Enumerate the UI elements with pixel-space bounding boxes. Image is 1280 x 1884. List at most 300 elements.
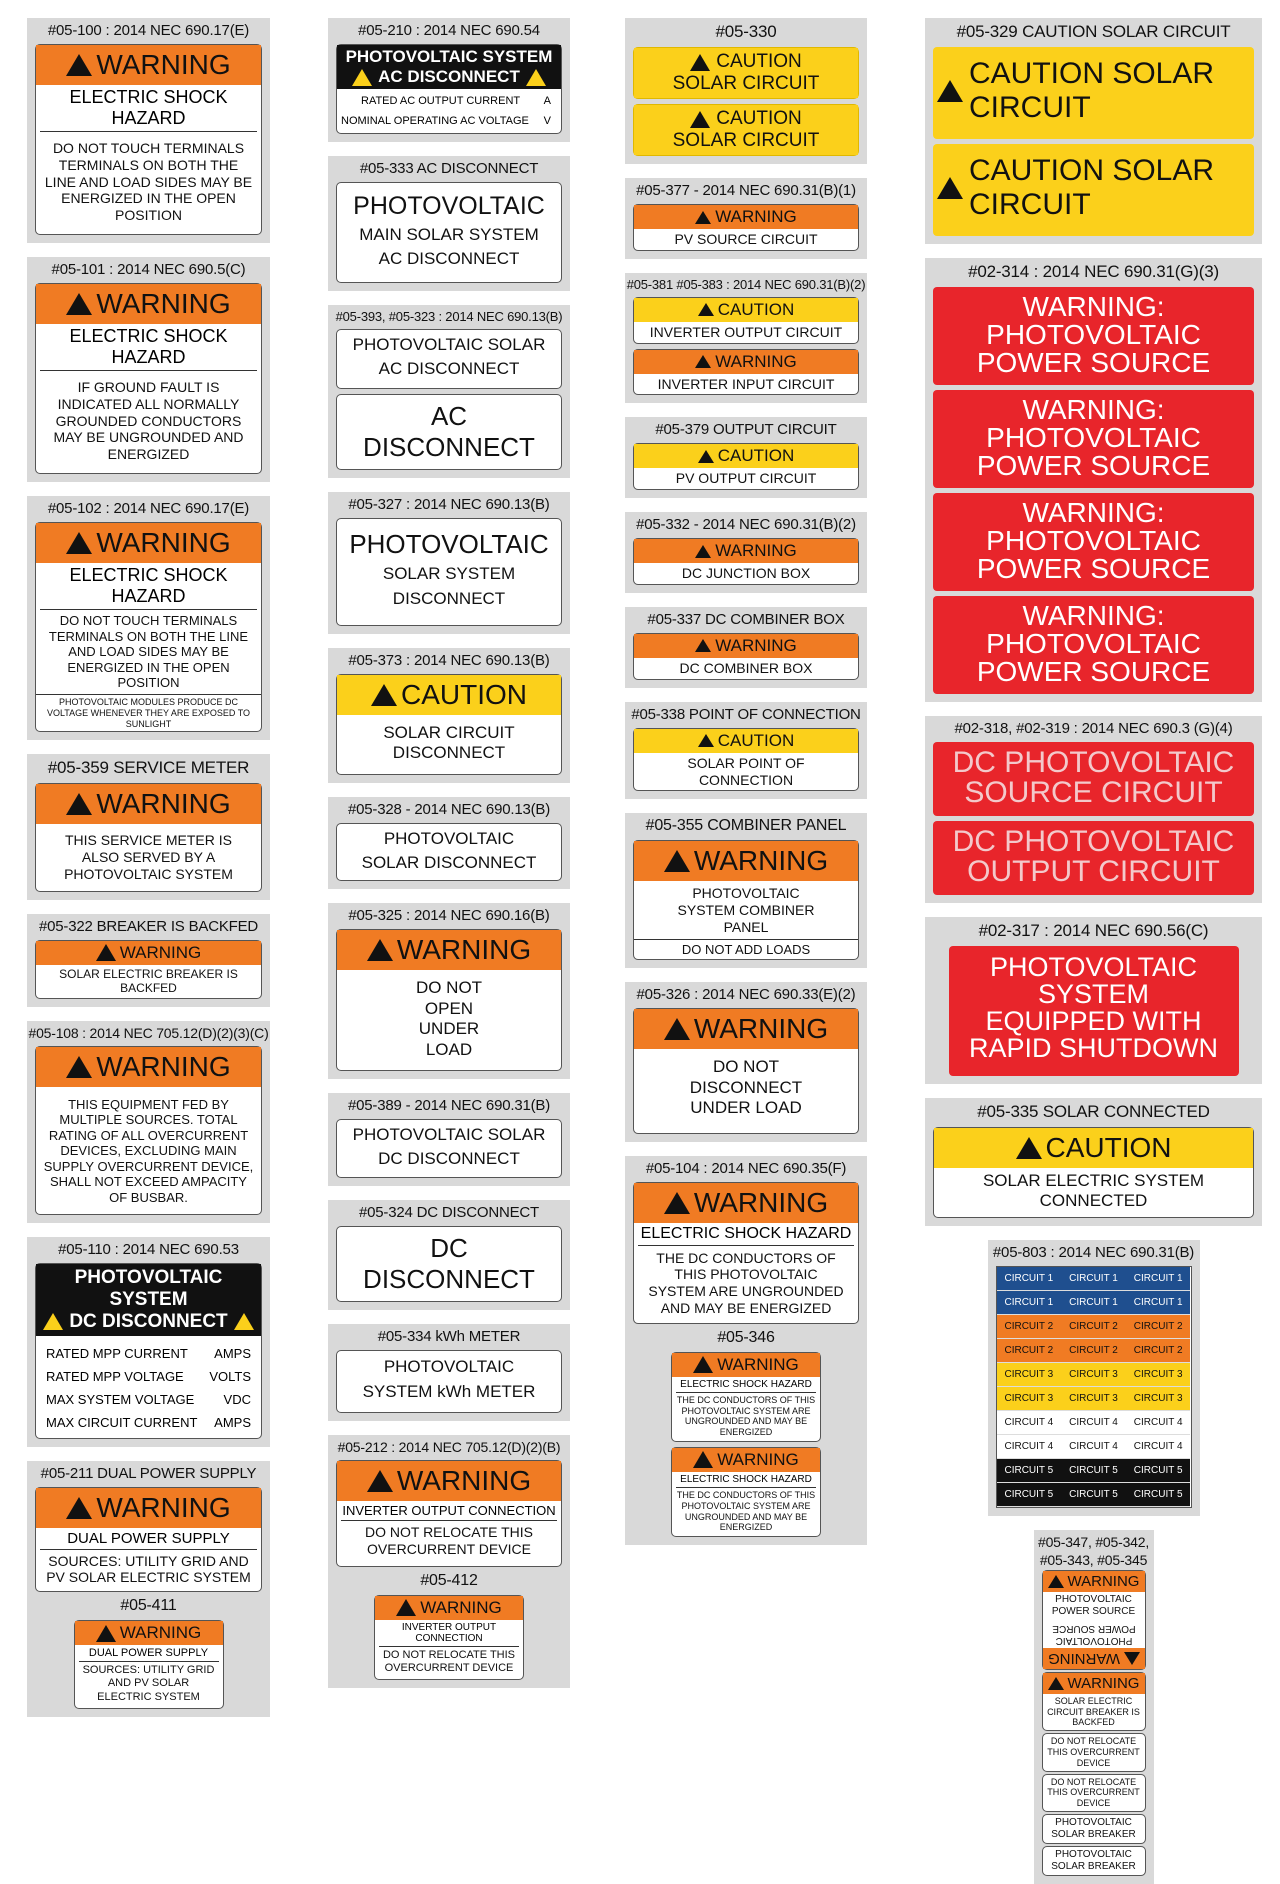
label-line-1: AC DISCONNECT [363, 400, 535, 462]
label-header [634, 444, 858, 468]
panel-title: #05-333 AC DISCONNECT [359, 160, 539, 177]
circuit-label-cell: CIRCUIT 1 [1061, 1267, 1126, 1291]
panel-title: #05-101 : 2014 NEC 690.5(C) [51, 260, 246, 278]
rating-unit: VDC [223, 1391, 251, 1407]
strip-label [1042, 1846, 1146, 1876]
header-text: WARNING [693, 1186, 829, 1218]
header-line-2 [352, 67, 546, 87]
label-header [634, 1009, 858, 1049]
label-line-1: PHOTOVOLTAIC [349, 528, 549, 559]
sign-panel-05-389 [328, 1093, 570, 1186]
warning-label-small [374, 1595, 524, 1680]
label-line-1: WARNING: PHOTOVOLTAIC [986, 291, 1201, 350]
panel-title: #05-334 kWh METER [377, 1328, 521, 1346]
warning-triangle-icon [66, 293, 92, 315]
header-text: WARNING [119, 1623, 202, 1643]
sign-panel-02-314 [925, 258, 1262, 702]
ac-disconnect-label [336, 182, 562, 283]
warning-label [336, 1460, 562, 1567]
caution-label [933, 1127, 1254, 1218]
header-text: WARNING [693, 1013, 829, 1045]
label-header [375, 1596, 523, 1620]
label-body: THIS EQUIPMENT FED BY MULTIPLE SOURCES. TOTAL RATING OF ALL OVERCURRENT DEVICES, EXCLUDING MAIN SUPPLY OVERCURRENT DEVICE, SHALL NOT EXCEED AMPACITY OF BUSBAR. [43, 1096, 254, 1206]
header-text: WARNING [396, 1464, 532, 1496]
label-header [75, 1621, 223, 1645]
label-subheading: ELECTRIC SHOCK HAZARD [40, 85, 257, 132]
circuit-label-cell: CIRCUIT 2 [1061, 1339, 1126, 1363]
sign-panel-05-333 [328, 156, 570, 291]
header-text: CAUTION [717, 730, 795, 750]
label-body: INVERTER INPUT CIRCUIT [657, 375, 835, 392]
label-line-1: PHOTOVOLTAIC [353, 192, 545, 220]
label-header [672, 1448, 820, 1472]
caution-solar-circuit-label [933, 47, 1254, 139]
label-header [36, 523, 261, 563]
sign-panel-05-332 [625, 512, 867, 593]
panel-title: #05-803 : 2014 NEC 690.31(B) [992, 1243, 1195, 1261]
circuit-label-cell: CIRCUIT 3 [1061, 1387, 1126, 1411]
label-header [36, 1047, 261, 1087]
sign-panel-05-373 [328, 648, 570, 783]
circuit-label-cell: CIRCUIT 4 [997, 1411, 1062, 1435]
sign-panel-05-212 [328, 1435, 570, 1688]
caution-label [633, 104, 859, 156]
label-header [634, 539, 858, 563]
header-text: WARNING [1067, 1572, 1140, 1590]
panel-title: #05-337 DC COMBINER BOX [647, 610, 845, 628]
sign-panel-05-327 [328, 492, 570, 634]
label-line-2: MAIN SOLAR SYSTEM [359, 225, 539, 244]
label-line-1: DC PHOTOVOLTAIC [952, 825, 1235, 858]
caution-label [633, 297, 859, 344]
warning-triangle-icon [66, 532, 92, 554]
label-body: PHOTOVOLTAIC SYSTEM COMBINER PANEL [634, 881, 858, 939]
header-line-1 [690, 51, 802, 73]
column-2 [328, 18, 570, 1688]
label-line-2: POWER SOURCE [976, 347, 1211, 378]
label-header [634, 298, 858, 322]
circuit-label-cell: CIRCUIT 5 [1126, 1483, 1191, 1507]
panel-title: #05-110 : 2014 NEC 690.53 [58, 1240, 239, 1258]
rating-key: RATED AC OUTPUT CURRENT [361, 95, 521, 107]
label-header [1043, 1673, 1145, 1694]
header-text: CAUTION [716, 108, 802, 129]
caution-solar-circuit-label [933, 144, 1254, 236]
label-line-2: POWER SOURCE [976, 553, 1211, 584]
label-line-1: PHOTOVOLTAIC [383, 1357, 515, 1377]
circuit-label-cell: CIRCUIT 4 [1061, 1411, 1126, 1435]
header-text: WARNING [715, 207, 797, 226]
rating-row [36, 1388, 261, 1411]
label-text: CAUTION SOLAR CIRCUIT [969, 57, 1215, 124]
panel-title: #05-326 : 2014 NEC 690.33(E)(2) [636, 986, 856, 1004]
header-text: CAUTION [717, 446, 795, 466]
label-line-2: AC DISCONNECT [378, 359, 520, 379]
warning-triangle-icon [690, 111, 710, 128]
label-body: DO NOT RELOCATE THIS OVERCURRENT DEVICE [382, 1648, 516, 1674]
panel-title: #05-102 : 2014 NEC 690.17(E) [47, 499, 250, 517]
warning-label-small [1042, 1570, 1146, 1670]
circuit-label-cell: CIRCUIT 3 [1126, 1387, 1191, 1411]
sign-panel-05-335 [925, 1098, 1262, 1226]
warning-triangle-icon [66, 1056, 92, 1078]
warning-label [35, 1046, 262, 1215]
header-text: WARNING [96, 788, 231, 820]
header-text: WARNING [96, 287, 231, 319]
label-body: DO NOT OPEN UNDER LOAD [415, 978, 483, 1059]
warning-label-small [1042, 1672, 1146, 1731]
label-body: DO NOT TOUCH TERMINALS TERMINALS ON BOTH THE LINE AND LOAD SIDES MAY BE ENERGIZED IN THE OPEN POSITION [44, 140, 253, 224]
label-body: DO NOT DISCONNECT UNDER LOAD [689, 1057, 803, 1118]
circuit-label-cell: CIRCUIT 1 [1126, 1267, 1191, 1291]
warning-triangle-icon [937, 177, 963, 199]
label-header [36, 941, 261, 965]
label-body: SOURCES: UTILITY GRID AND PV SOLAR ELECTRIC SYSTEM [82, 1664, 215, 1703]
panel-title: #05-346 [717, 1328, 775, 1346]
sign-panel-05-104 [625, 1156, 867, 1546]
sign-panel-05-325 [328, 903, 570, 1079]
header-text: WARNING [715, 541, 797, 561]
label-line-2: SOLAR DISCONNECT [361, 853, 537, 873]
sign-panel-05-110 [27, 1237, 270, 1447]
label-header [672, 1353, 820, 1377]
panel-title: #05-412 [420, 1571, 478, 1589]
panel-title: #05-335 SOLAR CONNECTED [977, 1102, 1210, 1121]
header-text: WARNING [715, 635, 797, 655]
label-header [337, 930, 561, 970]
header-text: WARNING [396, 934, 532, 966]
label-header [634, 729, 858, 753]
header-text: WARNING [96, 49, 231, 80]
sign-panel-02-318 [925, 716, 1262, 903]
label-body: DO NOT RELOCATE THIS OVERCURRENT DEVICE [1047, 1736, 1140, 1768]
warning-triangle-icon [43, 1313, 63, 1330]
disconnect-label [336, 518, 562, 626]
label-header [36, 284, 261, 324]
warning-triangle-icon [693, 1451, 713, 1468]
circuit-label-cell: CIRCUIT 5 [997, 1483, 1062, 1507]
rating-row [36, 1365, 261, 1388]
circuit-label-cell: CIRCUIT 1 [997, 1267, 1062, 1291]
sign-panel-05-337 [625, 607, 867, 688]
header-text: WARNING [1067, 1674, 1140, 1692]
sign-panel-05-322 [27, 914, 270, 1007]
label-line-1: WARNING: PHOTOVOLTAIC [986, 394, 1201, 453]
label-body: SOLAR ELECTRIC SYSTEM CONNECTED [982, 1171, 1205, 1211]
circuit-label-cell: CIRCUIT 1 [1126, 1291, 1191, 1315]
header-text: CAUTION [401, 678, 527, 710]
circuit-label-cell: CIRCUIT 5 [1061, 1459, 1126, 1483]
label-body: IF GROUND FAULT IS INDICATED ALL NORMALLY GROUNDED CONDUCTORS MAY BE UNGROUNDED AND ENERGIZED [53, 378, 244, 463]
label-body: SOURCES: UTILITY GRID AND PV SOLAR ELECTRIC SYSTEM [46, 1552, 251, 1586]
label-body: THIS SERVICE METER IS ALSO SERVED BY A PHOTOVOLTAIC SYSTEM [64, 832, 233, 882]
warning-label [633, 349, 859, 396]
label-body: PHOTOVOLTAIC SOLAR BREAKER [1051, 1816, 1136, 1840]
label-body: INVERTER OUTPUT CIRCUIT [649, 323, 843, 340]
label-subheading: ELECTRIC SHOCK HAZARD [638, 1223, 854, 1246]
panel-title: #05-338 POINT OF CONNECTION [631, 705, 861, 723]
warning-label-small [671, 1447, 821, 1537]
rating-row [36, 1342, 261, 1365]
sign-panel-05-328 [328, 797, 570, 890]
label-subheading: ELECTRIC SHOCK HAZARD [40, 563, 257, 610]
warning-triangle-icon [367, 939, 393, 961]
panel-title: #05-359 SERVICE METER [47, 758, 250, 778]
label-header [634, 841, 858, 881]
header-text: WARNING [717, 1354, 799, 1374]
sign-panel-05-102 [27, 496, 270, 740]
rating-key: MAX CIRCUIT CURRENT [46, 1414, 198, 1430]
rating-key: NOMINAL OPERATING AC VOLTAGE [341, 115, 529, 127]
warning-triangle-icon [937, 80, 963, 102]
label-subheading: DUAL POWER SUPPLY [79, 1645, 219, 1662]
panel-title: #05-332 - 2014 NEC 690.31(B)(2) [636, 516, 856, 534]
warning-label [633, 538, 859, 585]
header-text: WARNING [119, 942, 202, 962]
header-text: WARNING [717, 1449, 799, 1469]
warning-label [633, 1008, 859, 1133]
sign-panel-05-326 [625, 982, 867, 1141]
rating-unit: V [543, 115, 551, 127]
header-text: WARNING [715, 351, 797, 371]
circuit-label-cell: CIRCUIT 5 [997, 1459, 1062, 1483]
sign-panel-05-355 [625, 813, 867, 968]
rating-unit: A [543, 95, 551, 107]
strip-label [1042, 1814, 1146, 1844]
warning-label [633, 204, 859, 251]
pv-power-source-label [933, 287, 1254, 385]
circuit-label-cell: CIRCUIT 2 [1126, 1339, 1191, 1363]
label-body: DC COMBINER BOX [679, 659, 813, 676]
rapid-shutdown-label [949, 946, 1239, 1076]
circuit-label-cell: CIRCUIT 4 [1061, 1435, 1126, 1459]
header-text: WARNING [96, 526, 231, 558]
warning-triangle-icon [352, 69, 372, 86]
rating-unit: AMPS [214, 1414, 251, 1430]
rating-row [337, 89, 561, 109]
label-header [634, 1183, 858, 1223]
label-header [36, 1488, 261, 1528]
rating-key: MAX SYSTEM VOLTAGE [46, 1391, 195, 1407]
rating-key: RATED MPP VOLTAGE [46, 1368, 184, 1384]
warning-triangle-icon [698, 734, 714, 747]
warning-label [35, 940, 262, 999]
label-subheading: INVERTER OUTPUT CONNECTION [379, 1620, 519, 1647]
label-line-3: RAPID SHUTDOWN [969, 1033, 1218, 1063]
label-body: THE DC CONDUCTORS OF THIS PHOTOVOLTAIC SYSTEM ARE UNGROUNDED AND MAY BE ENERGIZED [676, 1394, 816, 1438]
panel-title: #05-325 : 2014 NEC 690.16(B) [348, 907, 550, 925]
column-3 [625, 18, 867, 1545]
header-line-2: SOLAR CIRCUIT [672, 130, 820, 151]
disconnect-label [336, 1226, 562, 1302]
warning-triangle-icon [96, 1625, 116, 1642]
label-line-2: SYSTEM kWh METER [362, 1381, 536, 1401]
panel-title: #05-379 OUTPUT CIRCUIT [655, 421, 837, 439]
panel-title: #05-327 : 2014 NEC 690.13(B) [348, 495, 550, 513]
panel-title: #05-330 [715, 22, 777, 41]
label-text: CAUTION SOLAR CIRCUIT [969, 154, 1215, 221]
header-text: AC DISCONNECT [378, 67, 520, 86]
sign-panel-05-324 [328, 1200, 570, 1310]
label-line-2: EQUIPPED WITH [985, 1006, 1202, 1036]
warning-triangle-icon [695, 545, 711, 558]
label-subheading: DUAL POWER SUPPLY [40, 1528, 257, 1550]
label-line-3: AC DISCONNECT [378, 249, 520, 269]
label-line-2: POWER SOURCE [976, 450, 1211, 481]
sign-panel-05-381 [625, 273, 867, 404]
label-body: DO NOT RELOCATE THIS OVERCURRENT DEVICE [1047, 1776, 1140, 1809]
warning-triangle-icon [698, 450, 714, 463]
label-body: DO NOT TOUCH TERMINALS TERMINALS ON BOTH THE LINE AND LOAD SIDES MAY BE ENERGIZED IN THE OPEN POSITION [36, 610, 261, 695]
label-body: PV OUTPUT CIRCUIT [675, 470, 817, 487]
warning-triangle-icon [66, 1497, 92, 1519]
panel-title: #05-322 BREAKER IS BACKFED [38, 917, 259, 935]
header-text: WARNING [420, 1597, 502, 1617]
label-header [634, 205, 858, 229]
label-subheading: ELECTRIC SHOCK HAZARD [40, 324, 257, 371]
label-subheading: ELECTRIC SHOCK HAZARD [676, 1472, 816, 1488]
warning-label-small [671, 1352, 821, 1442]
sign-panel-05-101 [27, 257, 270, 482]
strip-label [1042, 1774, 1146, 1812]
rating-row [337, 109, 561, 133]
label-subheading: ELECTRIC SHOCK HAZARD [676, 1377, 816, 1393]
ac-disconnect-label [336, 44, 562, 134]
ac-disconnect-label-2 [336, 394, 562, 470]
rating-unit: AMPS [214, 1345, 251, 1361]
label-subheading: INVERTER OUTPUT CONNECTION [341, 1501, 557, 1521]
panel-title: #05-100 : 2014 NEC 690.17(E) [47, 22, 250, 39]
sign-panel-05-338 [625, 702, 867, 800]
label-header [634, 105, 858, 155]
label-header [634, 634, 858, 658]
ac-disconnect-label [336, 329, 562, 389]
warning-triangle-icon [695, 355, 711, 368]
warning-label [35, 783, 262, 891]
warning-label [35, 522, 262, 732]
label-line-1: PHOTOVOLTAIC SOLAR [352, 1125, 546, 1145]
rating-unit: VOLTS [209, 1368, 251, 1384]
warning-triangle-icon [698, 303, 714, 316]
column-1 [27, 18, 270, 1717]
panel-title: #02-317 : 2014 NEC 690.56(C) [978, 921, 1209, 940]
sign-panel-05-334 [328, 1324, 570, 1421]
circuit-label-cell: CIRCUIT 5 [1126, 1459, 1191, 1483]
warning-label [633, 840, 859, 960]
label-header [934, 1128, 1253, 1168]
sign-panel-05-393 [328, 305, 570, 478]
sign-panel-05-377 [625, 178, 867, 259]
label-body: SOLAR CIRCUIT DISCONNECT [383, 722, 515, 763]
sign-panel-05-329 [925, 18, 1262, 244]
label-header [36, 45, 261, 85]
label-header [337, 675, 561, 715]
label-line-1: PHOTOVOLTAIC SOLAR [352, 334, 546, 354]
header-text: WARNING [96, 1050, 231, 1082]
warning-triangle-icon [1048, 1575, 1064, 1588]
circuit-label-cell: CIRCUIT 1 [997, 1291, 1062, 1315]
label-line-1: PHOTOVOLTAIC SYSTEM [989, 952, 1198, 1009]
warning-triangle-icon [664, 1192, 690, 1214]
warning-triangle-icon [66, 793, 92, 815]
label-body: PHOTOVOLTAIC SOLAR BREAKER [1051, 1848, 1136, 1872]
header-line-1: PHOTOVOLTAIC SYSTEM [74, 1266, 223, 1310]
rating-row [36, 1411, 261, 1434]
circuit-label-cell: CIRCUIT 3 [997, 1363, 1062, 1387]
warning-label-small [74, 1620, 224, 1709]
header-line-2: SOLAR CIRCUIT [672, 73, 820, 94]
panel-title: #02-318, #02-319 : 2014 NEC 690.3 (G)(4) [954, 720, 1233, 737]
label-line-1: WARNING: PHOTOVOLTAIC [986, 600, 1201, 659]
circuit-label-grid [996, 1266, 1192, 1508]
label-line-1: WARNING: PHOTOVOLTAIC [986, 497, 1201, 556]
warning-triangle-icon [1016, 1137, 1042, 1159]
sign-panel-05-803 [988, 1240, 1200, 1516]
circuit-label-cell: CIRCUIT 2 [997, 1339, 1062, 1363]
label-header [36, 784, 261, 824]
circuit-label-cell: CIRCUIT 3 [997, 1387, 1062, 1411]
label-line-2: SOLAR SYSTEM [382, 564, 516, 584]
warning-triangle-icon [695, 211, 711, 224]
header-text: CAUTION [717, 299, 795, 319]
circuit-label-cell: CIRCUIT 4 [1126, 1411, 1191, 1435]
label-body: THE DC CONDUCTORS OF THIS PHOTOVOLTAIC SYSTEM ARE UNGROUNDED AND MAY BE ENERGIZED [648, 1249, 844, 1316]
warning-triangle-icon [1048, 1677, 1064, 1690]
warning-label [35, 44, 262, 235]
warning-label [633, 633, 859, 680]
header-line-1: PHOTOVOLTAIC SYSTEM [345, 47, 553, 66]
panel-title: #05-210 : 2014 NEC 690.54 [358, 22, 540, 39]
warning-triangle-icon [66, 54, 92, 76]
panel-title: #05-329 CAUTION SOLAR CIRCUIT [956, 22, 1231, 41]
label-header [634, 48, 858, 98]
warning-triangle-icon [664, 850, 690, 872]
circuit-label-cell: CIRCUIT 2 [1126, 1315, 1191, 1339]
panel-title: #05-328 - 2014 NEC 690.13(B) [347, 800, 551, 818]
label-line-2: DC DISCONNECT [378, 1149, 520, 1169]
meter-label [336, 1350, 562, 1413]
panel-title: #05-377 - 2014 NEC 690.31(B)(1) [636, 182, 856, 199]
label-header [634, 350, 858, 374]
circuit-label-cell: CIRCUIT 2 [1061, 1315, 1126, 1339]
circuit-label-cell: CIRCUIT 2 [997, 1315, 1062, 1339]
label-body: PV SOURCE CIRCUIT [674, 231, 818, 247]
sign-panel-05-359 [27, 754, 270, 899]
panel-title: #05-108 : 2014 NEC 705.12(D)(2)(3)(C) [28, 1024, 269, 1041]
circuit-label-cell: CIRCUIT 1 [1061, 1291, 1126, 1315]
header-text: WARNING [96, 1491, 231, 1523]
label-line-2: SOURCE CIRCUIT [964, 776, 1223, 809]
warning-triangle-icon [664, 1018, 690, 1040]
rating-rows [36, 1336, 261, 1438]
sign-panel-05-100 [27, 18, 270, 243]
column-4 [925, 18, 1262, 1884]
panel-title: #05-212 : 2014 NEC 705.12(D)(2)(B) [337, 1438, 561, 1455]
warning-label [633, 1182, 859, 1324]
pv-power-source-label [933, 493, 1254, 591]
label-line-3: DISCONNECT [392, 588, 506, 608]
panel-title: #05-211 DUAL POWER SUPPLY [40, 1464, 257, 1482]
warning-triangle-icon [371, 684, 397, 706]
circuit-label-cell: CIRCUIT 5 [1061, 1483, 1126, 1507]
panel-title: #05-347, #05-342, [1037, 1533, 1150, 1550]
sign-panel-05-108 [27, 1021, 270, 1223]
header-text: CAUTION [716, 51, 802, 72]
label-header [337, 1461, 561, 1501]
caution-label [336, 674, 562, 775]
sign-panel-05-211 [27, 1461, 270, 1717]
panel-title: #05-343, #05-345 [1039, 1551, 1148, 1568]
